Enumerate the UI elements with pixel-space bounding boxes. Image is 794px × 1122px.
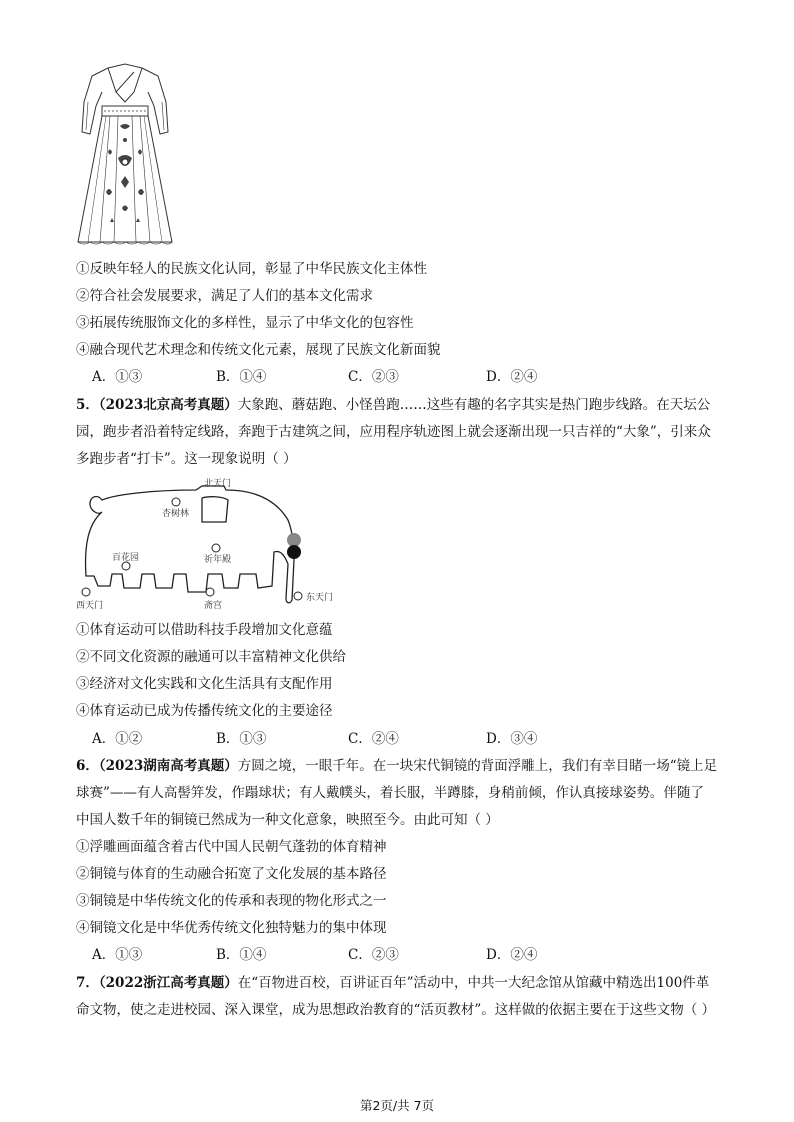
label-baihua: 百花园: [112, 553, 140, 563]
label-east-gate: 东天门: [306, 593, 334, 603]
q7-source: （2022浙江高考真题）: [98, 975, 238, 991]
q7-line-2: 命文物，使之走进校园、深入课堂，成为思想政治教育的“活页教材”。这样做的依据主要在于这些文物（ ）: [76, 1002, 716, 1018]
label-jingyi: 斋宫: [204, 601, 223, 611]
q7-number: 7．: [76, 975, 99, 991]
elephant-route-map: [76, 476, 346, 612]
q4-statement-3: ③拓展传统服饰文化的多样性，显示了中华文化的包容性: [76, 315, 414, 331]
label-west-gate: 西天门: [76, 601, 104, 611]
q4-option-c[interactable]: C．②③: [348, 369, 399, 385]
q6-statement-2: ②铜镜与体育的生动融合拓宽了文化发展的基本路径: [76, 866, 387, 882]
label-north-gate: 北天门: [204, 479, 232, 489]
q5-line-2: 园，跑步者沿着特定线路，奔跑于古建筑之间，应用程序轨迹图上就会逐渐出现一只吉祥的“大象”，引来众: [76, 424, 711, 440]
hanfu-dress-illustration: [70, 62, 180, 250]
q6-source: （2023湖南高考真题）: [98, 758, 238, 774]
q6-option-b[interactable]: B．①④: [216, 947, 267, 963]
q6-statement-3: ③铜镜是中华传统文化的传承和表现的物化形式之一: [76, 893, 387, 909]
q6-statement-4: ④铜镜文化是中华优秀传统文化独特魅力的集中体现: [76, 920, 387, 936]
q7-text-1: 在“百物进百校，百讲证百年”活动中，中共一大纪念馆从馆藏中精选出100件革: [237, 975, 710, 991]
q6-line-2: 球赛”——有人高髻笄发，作蹋球状；有人戴幞头，着长服，半蹲膝，身稍前倾，作认真接球姿势。伴随了: [76, 785, 704, 801]
q5-line-3: 多跑步者“打卡”。这一现象说明（ ）: [76, 451, 297, 467]
q6-line-3: 中国人数千年的铜镜已然成为一种文化意象，映照至今。由此可知（ ）: [76, 812, 499, 828]
q5-statement-3: ③经济对文化实践和文化生活具有支配作用: [76, 676, 333, 692]
q4-statement-4: ④融合现代艺术理念和传统文化元素，展现了民族文化新面貌: [76, 342, 441, 358]
page-number: 第2页/共 7页: [359, 1098, 435, 1113]
q5-statement-4: ④体育运动已成为传播传统文化的主要途径: [76, 703, 333, 719]
q5-option-a[interactable]: A．①②: [92, 731, 143, 747]
q5-line-1: [76, 396, 726, 414]
q5-statement-1: ①体育运动可以借助科技手段增加文化意蕴: [76, 622, 333, 638]
route-end-marker: [287, 545, 301, 559]
q6-option-d[interactable]: D．②④: [486, 947, 538, 963]
q4-statement-1: ①反映年轻人的民族文化认同，彰显了中华民族文化主体性: [76, 261, 427, 277]
q4-option-a[interactable]: A．①③: [92, 369, 143, 385]
q5-option-d[interactable]: D．③④: [486, 731, 538, 747]
q4-option-b[interactable]: B．①④: [216, 369, 267, 385]
q5-source: （2023北京高考真题）: [98, 397, 238, 413]
q5-number: 5．: [76, 397, 99, 413]
q4-option-d[interactable]: D．②④: [486, 369, 538, 385]
q6-text-1: 方圆之境，一眼千年。在一块宋代铜镜的背面浮雕上，我们有幸目睹一场“镜上足: [237, 758, 718, 774]
q4-statement-2: ②符合社会发展要求，满足了人们的基本文化需求: [76, 288, 373, 304]
q6-number: 6．: [76, 758, 99, 774]
label-qinian: 祈年殿: [204, 555, 232, 565]
q5-option-b[interactable]: B．①③: [216, 731, 267, 747]
q5-statement-2: ②不同文化资源的融通可以丰富精神文化供给: [76, 649, 346, 665]
q7-line-1: [76, 974, 726, 992]
q6-statement-1: ①浮雕画面蕴含着古代中国人民朝气蓬勃的体育精神: [76, 839, 387, 855]
label-forest: 杏树林: [162, 509, 190, 519]
q5-text-1: 大象跑、蘑菇跑、小怪兽跑……这些有趣的名字其实是热门跑步线路。在天坛公: [237, 397, 711, 413]
q6-option-c[interactable]: C．②③: [348, 947, 399, 963]
q6-line-1: [76, 757, 726, 775]
route-start-marker: [287, 533, 301, 547]
q5-option-c[interactable]: C．②④: [348, 731, 399, 747]
q6-option-a[interactable]: A．①③: [92, 947, 143, 963]
